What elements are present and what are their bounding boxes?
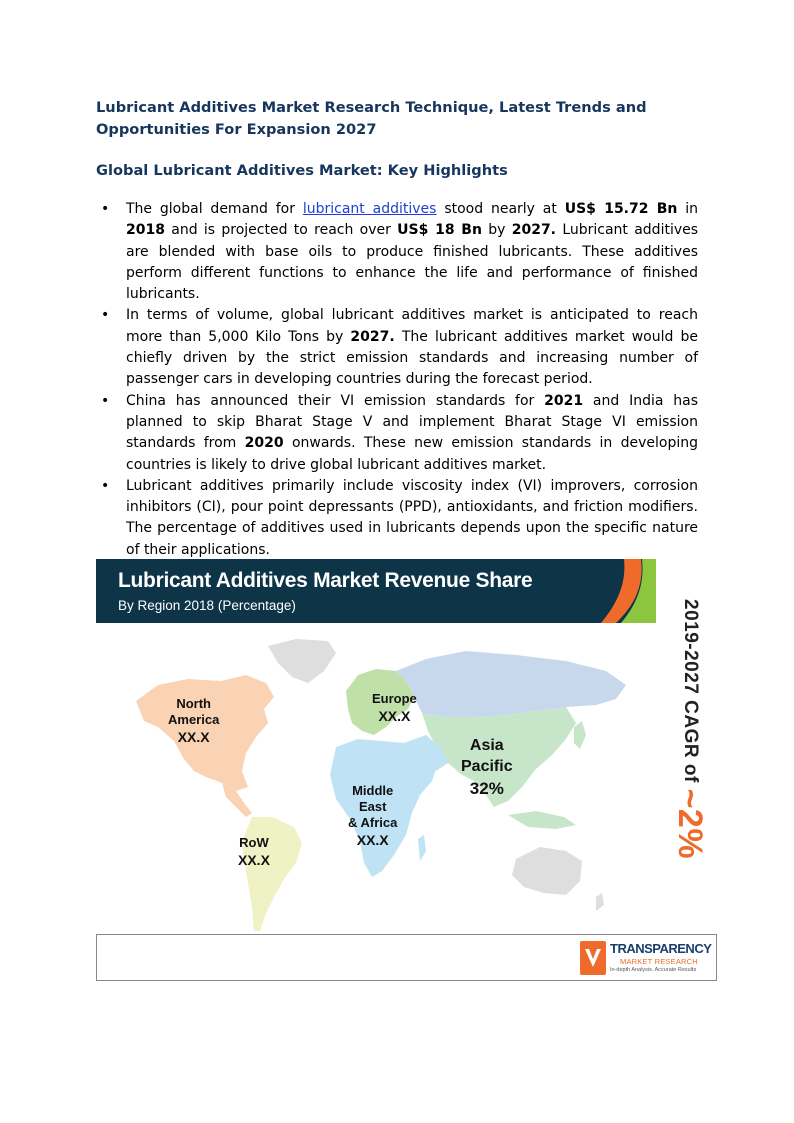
japan-shape xyxy=(574,721,586,749)
tmr-logo-icon xyxy=(580,941,606,975)
region-label-row: RoW XX.X xyxy=(238,835,270,868)
region-value: XX.X xyxy=(378,708,411,724)
region-label-middle-east-africa: Middle East & Africa XX.X xyxy=(348,783,398,848)
bullet-icon: • xyxy=(101,477,110,494)
region-label-asia-pacific: Asia Pacific 32% xyxy=(461,737,513,798)
logo-subtitle: MARKET RESEARCH xyxy=(620,957,698,966)
logo-name: TRANSPARENCY xyxy=(610,941,712,956)
new-zealand-shape xyxy=(596,893,604,911)
list-item: • Lubricant additives primarily include viscosity index (VI) improvers, corrosion inhibitors (CI), pour point depressants (PPD), antioxidants, and friction modifiers. The percentage of additives used in lubricants depends upon the specific nature of their applications. xyxy=(101,477,698,558)
bullet-icon: • xyxy=(101,201,110,217)
region-value: 32% xyxy=(469,779,504,798)
cagr-callout: 2019-2027 CAGR of ~2% xyxy=(671,599,709,860)
lubricant-additives-link[interactable]: lubricant additives xyxy=(302,201,437,217)
world-map xyxy=(96,631,656,931)
region-value: XX.X xyxy=(177,729,210,745)
region-value: XX.X xyxy=(238,852,270,868)
madagascar-shape xyxy=(418,835,426,861)
revenue-share-infographic xyxy=(96,559,716,981)
region-value: XX.X xyxy=(356,832,389,848)
greenland-shape xyxy=(268,639,336,683)
infographic-subtitle: By Region 2018 (Percentage) xyxy=(118,598,296,613)
cagr-value: ~2% xyxy=(671,788,709,860)
highlights-list xyxy=(96,199,698,561)
logo-tagline: In-depth Analysis. Accurate Results xyxy=(610,967,697,973)
infographic-footer xyxy=(96,934,717,981)
region-label-north-america: North America XX.X xyxy=(168,696,220,745)
infographic-title: Lubricant Additives Market Revenue Share xyxy=(118,569,533,592)
bullet-icon: • xyxy=(101,307,110,324)
infographic-banner xyxy=(96,559,656,623)
page-title: Lubricant Additives Market Research Technique, Latest Trends and Opportunities For Expansion 2027 xyxy=(96,99,647,138)
list-item: • The global demand for lubricant additives stood nearly at US$ 15.72 Bn in 2018 and is projected to reach over US$ 18 Bn by 2027. Lubricant additives are blended with base oils to produce finished lubricants. These additives perform different functions to enhance the life and performance of finished lubricants. xyxy=(101,201,699,303)
list-item: • In terms of volume, global lubricant additives market is anticipated to reach more than 5,000 Kilo Tons by 2027. The lubricant additives market would be chiefly driven by the strict emission standards and increasing number of passenger cars in developing countries during the forecast period. xyxy=(101,307,698,388)
indonesia-shape xyxy=(508,811,576,829)
list-item: • China has announced their VI emission standards for 2021 and India has planned to skip Bharat Stage V and implement Bharat Stage VI emission standards from 2020 onwards. These new emission standards in developing countries is likely to drive global lubricant additives market. xyxy=(101,392,699,473)
bullet-icon: • xyxy=(101,392,110,409)
section-heading: Global Lubricant Additives Market: Key Highlights xyxy=(96,162,508,179)
north-asia-shape xyxy=(396,651,626,717)
company-logo xyxy=(580,939,710,977)
australia-shape xyxy=(512,847,582,895)
region-label-europe: Europe XX.X xyxy=(372,691,417,724)
